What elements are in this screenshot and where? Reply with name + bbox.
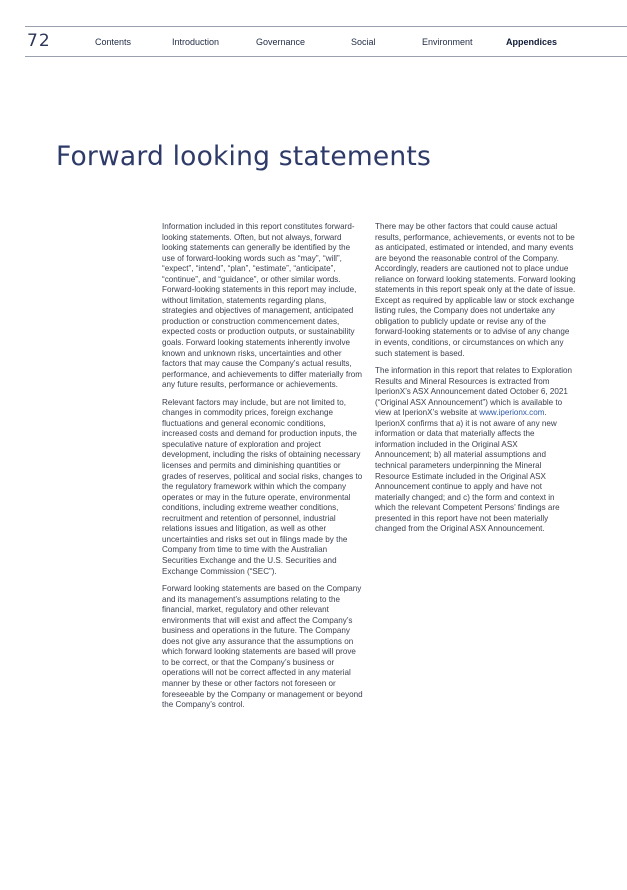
header-bottom-rule (25, 56, 627, 57)
paragraph-text: . IperionX confirms that a) it is not aware of any new information or data that materially affects the information included in the Original ASX Announcement; b) all material assumptions and technical parameters underpinning the Mineral Resource Estimate included in the Original ASX Announcement continue to apply and have not materially changed; and c) the form and context in which the relevant Competent Persons’ findings are presented in this report have not been materially changed from the Original ASX Announcement. (375, 408, 560, 534)
page-number: 72 (27, 31, 51, 51)
header-top-rule (25, 26, 627, 27)
nav-environment[interactable]: Environment (422, 37, 473, 47)
nav-appendices[interactable]: Appendices (506, 37, 558, 47)
paragraph: There may be other factors that could cause actual results, performance, achievements, or events not to be as anticipated, estimated or intended, and many events are beyond the reasonable control of the Company. Accordingly, readers are cautioned not to place undue reliance on forward looking statements. Forward looking statements in this report speak only at the date of issue. Except as required by applicable law or stock exchange listing rules, the Company does not undertake any obligation to publicly update or revise any of the forward-looking statements or to advise of any change in events, conditions, or circumstances on which any such statement is based. (375, 222, 576, 358)
left-column (162, 222, 363, 718)
right-column (375, 222, 576, 542)
nav-introduction[interactable]: Introduction (172, 37, 220, 47)
nav-governance[interactable]: Governance (256, 37, 306, 47)
website-link[interactable]: www.iperionx.com (479, 408, 545, 418)
paragraph: Forward looking statements are based on the Company and its management’s assumptions relating to the financial, market, regulatory and other relevant environments that will exist and affect the Company’s business and operations in the future. The Company does not give any assurance that the assumptions on which forward looking statements are based will prove to be correct, or that the Company’s business or operations will not be correct affected in any material manner by these or other factors not foreseen or foreseeable by the Company or management or beyond the Company’s control. (162, 584, 363, 710)
nav-social[interactable]: Social (351, 37, 376, 47)
paragraph (375, 366, 576, 535)
page-title: Forward looking statements (56, 141, 431, 172)
paragraph: Relevant factors may include, but are not limited to, changes in commodity prices, foreign exchange fluctuations and general economic conditions, increased costs and demand for production inputs, the speculative nature of exploration and project development, including the risks of obtaining necessary licenses and permits and diminishing quantities or grades of reserves, political and social risks, changes to the regulatory framework within which the company operates or may in the future operate, environmental conditions, including extreme weather conditions, recruitment and retention of personnel, industrial relations issues and litigation, as well as other uncertainties and risks set out in filings made by the Company from time to time with the Australian Securities Exchange and the U.S. Securities and Exchange Commission (“SEC”). (162, 397, 363, 576)
nav-contents[interactable]: Contents (95, 37, 132, 47)
paragraph-text: The information in this report that relates to Exploration Results and Mineral Resources is extracted from IperionX’s ASX Announcement dated October 6, 2021 (“Original ASX Announcement”) which is available to view at IperionX’s website at (375, 366, 573, 418)
paragraph: Information included in this report constitutes forward-looking statements. Often, but not always, forward looking statements can generally be identified by the use of forward-looking words such as “may”, “will”, “expect”, “intend”, “plan”, “estimate”, “anticipate”, “continue”, and “guidance”, or other similar words. Forward-looking statements in this report may include, without limitation, statements regarding plans, strategies and objectives of management, anticipated production or construction commencement dates, expected costs or production outputs, or sustainability goals. Forward looking statements inherently involve known and unknown risks, uncertainties and other factors that may cause the Company’s actual results, performance, and achievements to differ materially from any future results, performance or achievements. (162, 222, 363, 390)
